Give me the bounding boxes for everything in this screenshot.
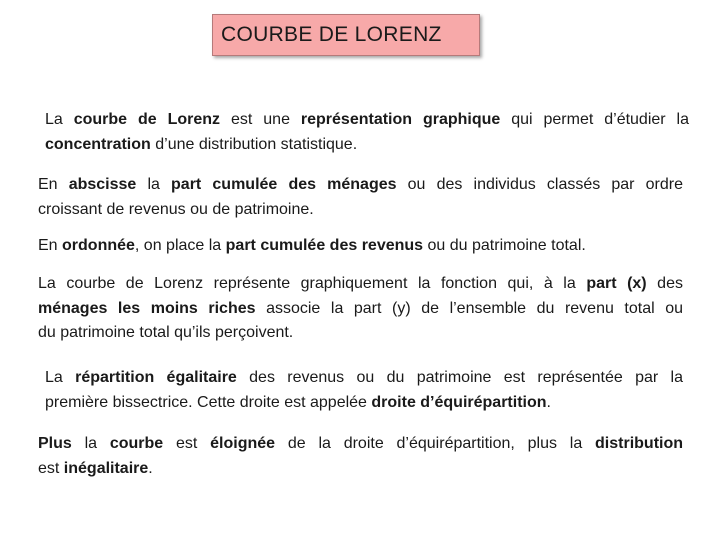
paragraph-function bbox=[38, 272, 683, 346]
bold-run: courbe de Lorenz bbox=[73, 111, 221, 128]
paragraph-definition bbox=[45, 108, 689, 157]
paragraph-line bbox=[38, 272, 683, 297]
bold-run: éloignée bbox=[210, 435, 276, 452]
bold-run: distribution bbox=[595, 435, 684, 452]
paragraph-line bbox=[38, 173, 683, 198]
text-run: La courbe de Lorenz représente graphiquement la fonction qui, à la bbox=[38, 275, 587, 292]
text-run: La bbox=[45, 111, 74, 128]
text-run: des bbox=[646, 275, 683, 292]
text-run: qui permet d’étudier la bbox=[500, 111, 689, 128]
text-run: est une bbox=[220, 111, 301, 128]
bold-run: ménages les moins riches bbox=[38, 299, 256, 317]
slide-title bbox=[212, 14, 480, 56]
paragraph-line bbox=[45, 108, 689, 133]
text-run: de la droite d’équirépartition, plus la bbox=[275, 435, 596, 452]
paragraph-equal-distribution bbox=[45, 366, 683, 415]
bold-run: concentration bbox=[45, 135, 151, 153]
text-run: la bbox=[136, 176, 172, 193]
paragraph-line bbox=[38, 457, 683, 482]
paragraph-line bbox=[38, 321, 683, 346]
paragraph-line bbox=[38, 432, 683, 457]
bold-run: part cumulée des ménages bbox=[171, 176, 397, 193]
text-run: . bbox=[546, 393, 551, 411]
text-run: est bbox=[38, 459, 64, 477]
text-run: associe la part (y) de l’ensemble du revenu total ou bbox=[255, 299, 684, 317]
bold-run: ordonnée bbox=[62, 237, 135, 254]
paragraph-line bbox=[38, 234, 683, 259]
bold-run: répartition égalitaire bbox=[75, 369, 237, 386]
bold-run: abscisse bbox=[68, 176, 137, 193]
paragraph-line bbox=[45, 391, 683, 416]
bold-run: droite d’équirépartition bbox=[371, 393, 547, 411]
text-run: En bbox=[38, 176, 69, 193]
bold-run: courbe bbox=[109, 435, 164, 452]
text-run: du patrimoine total qu’ils perçoivent. bbox=[38, 324, 294, 341]
text-run: ou du patrimoine total. bbox=[423, 237, 586, 254]
text-run: la bbox=[71, 435, 110, 452]
text-run: La bbox=[45, 369, 76, 386]
slide-title-text: COURBE DE LORENZ bbox=[221, 23, 442, 46]
bold-run: part cumulée des revenus bbox=[225, 237, 424, 254]
paragraph-line bbox=[38, 198, 683, 223]
text-run: première bissectrice. Cette droite est appelée bbox=[45, 393, 372, 411]
text-run: En bbox=[38, 237, 63, 254]
bold-run: part (x) bbox=[586, 275, 647, 292]
bold-run: représentation graphique bbox=[300, 111, 501, 128]
text-run: , on place la bbox=[134, 237, 226, 254]
paragraph-ordinate bbox=[38, 234, 683, 259]
text-run: des revenus ou du patrimoine est représentée par la bbox=[236, 369, 684, 386]
paragraph-line bbox=[45, 133, 689, 158]
text-run: croissant de revenus ou de patrimoine. bbox=[38, 200, 314, 218]
paragraph-line bbox=[45, 366, 683, 391]
paragraph-line bbox=[38, 297, 683, 322]
paragraph-inequality bbox=[38, 432, 683, 481]
text-run: est bbox=[163, 435, 211, 452]
paragraph-abscissa bbox=[38, 173, 683, 222]
text-run: ou des individus classés par ordre bbox=[396, 176, 683, 193]
text-run: d’une distribution statistique. bbox=[150, 135, 358, 153]
bold-run: inégalitaire bbox=[63, 459, 149, 477]
bold-run: Plus bbox=[38, 435, 72, 452]
text-run: . bbox=[148, 459, 153, 477]
